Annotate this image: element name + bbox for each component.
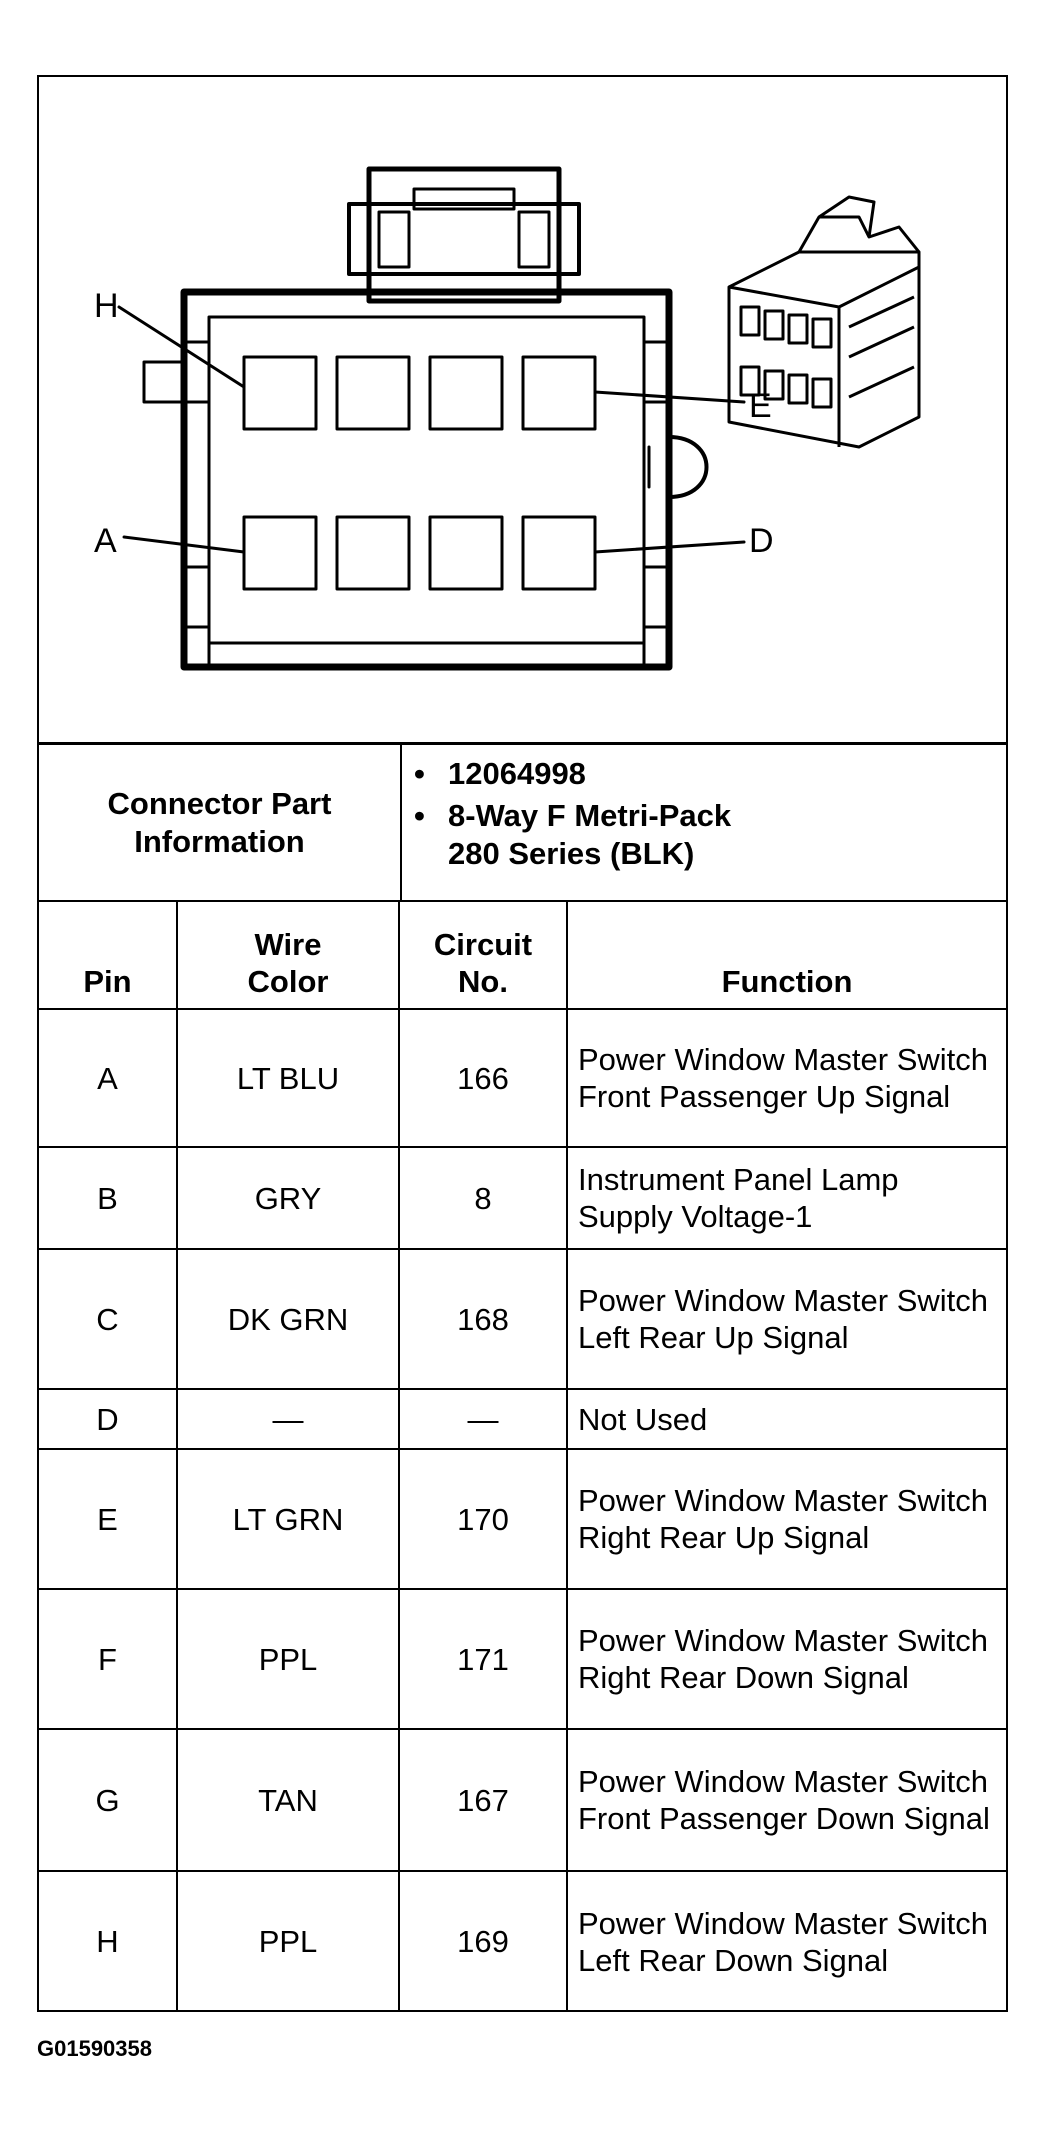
table-row [39,1249,1006,1389]
table-row [39,1449,1006,1589]
table-row [39,1389,1006,1449]
cell-circuit: 170 [399,1449,567,1589]
cell-circuit: 168 [399,1249,567,1389]
pin-label-e: E [749,387,772,425]
table-row [39,1009,1006,1147]
header-circuit-no: Circuit No. [399,902,567,1009]
cell-wire-color: PPL [177,1871,399,2011]
connector-info-list [414,755,994,877]
list-item [414,755,994,793]
pin-label-a: A [94,522,117,560]
cell-pin: C [39,1249,177,1389]
bullet-icon: • [414,756,425,791]
cell-function: Power Window Master Switch Right Rear Down Signal [567,1589,1006,1729]
cell-function: Not Used [567,1389,1006,1449]
cell-wire-color: LT BLU [177,1009,399,1147]
header-wire-color: Wire Color [177,902,399,1009]
connector-series: 8-Way F Metri-Pack 280 Series (BLK) [448,798,732,871]
cell-function: Power Window Master Switch Front Passenger Up Signal [567,1009,1006,1147]
cell-circuit: 171 [399,1589,567,1729]
header-function: Function [567,902,1006,1009]
connector-diagram [39,77,1006,745]
cell-function: Power Window Master Switch Right Rear Up Signal [567,1449,1006,1589]
pin-label-d: D [749,522,774,560]
part-number: 12064998 [448,756,586,791]
cell-function: Power Window Master Switch Left Rear Down Signal [567,1871,1006,2011]
cell-wire-color: DK GRN [177,1249,399,1389]
header-pin: Pin [39,902,177,1009]
cell-pin: H [39,1871,177,2011]
cell-circuit: 167 [399,1729,567,1871]
pin-label-h: H [94,287,119,325]
cell-wire-color: — [177,1389,399,1449]
cell-function: Power Window Master Switch Left Rear Up Signal [567,1249,1006,1389]
cell-pin: G [39,1729,177,1871]
figure-id: G01590358 [37,2036,152,2061]
cell-wire-color: LT GRN [177,1449,399,1589]
cell-pin: B [39,1147,177,1249]
cell-pin: F [39,1589,177,1729]
cell-circuit: — [399,1389,567,1449]
cell-wire-color: PPL [177,1589,399,1729]
list-item [414,797,994,873]
cell-wire-color: GRY [177,1147,399,1249]
table-header-row [39,902,1006,1009]
bullet-icon: • [414,798,425,833]
connector-sheet [37,75,1008,2012]
cell-pin: D [39,1389,177,1449]
table-row [39,1147,1006,1249]
cell-circuit: 169 [399,1871,567,2011]
cell-function: Instrument Panel Lamp Supply Voltage-1 [567,1147,1006,1249]
table-row [39,1871,1006,2011]
connector-info-label: Connector Part Information [39,745,402,900]
cell-pin: A [39,1009,177,1147]
cell-circuit: 8 [399,1147,567,1249]
table-row [39,1729,1006,1871]
cell-wire-color: TAN [177,1729,399,1871]
cell-function: Power Window Master Switch Front Passenger Down Signal [567,1729,1006,1871]
connector-info-section [39,745,1006,902]
cell-circuit: 166 [399,1009,567,1147]
table-row [39,1589,1006,1729]
pinout-table [39,902,1006,2011]
cell-pin: E [39,1449,177,1589]
connector-face-icon [39,77,1006,742]
